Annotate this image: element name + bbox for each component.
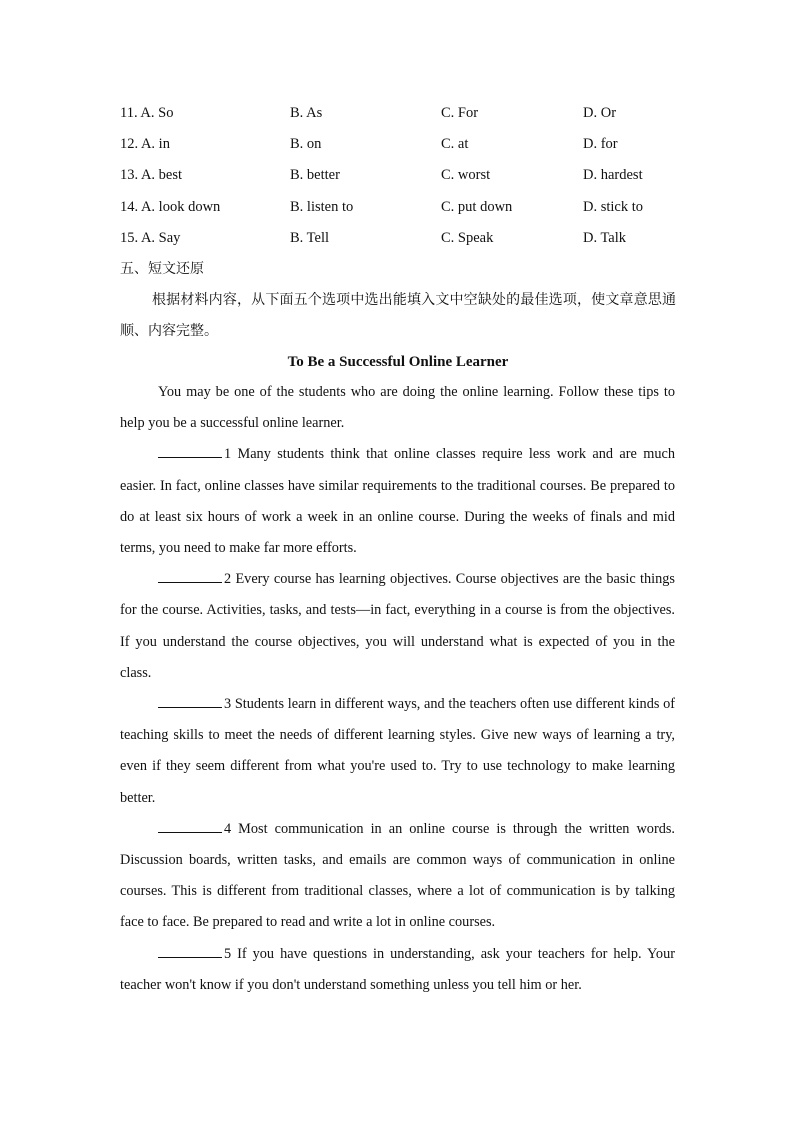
option-a: 15. A. Say <box>120 229 181 246</box>
paragraph-text: 5 If you have questions in understanding, ask your teachers for help. Your teacher won't know if you don't understand something unless you tell him or her. <box>120 945 675 993</box>
passage-body <box>120 377 675 1001</box>
option-row-12 <box>120 129 680 160</box>
passage-paragraph-5 <box>120 939 675 1001</box>
option-a: 13. A. best <box>120 167 183 184</box>
option-row-15 <box>120 223 680 254</box>
option-b: B. on <box>290 136 322 153</box>
option-a: 11. A. So <box>120 105 174 121</box>
paragraph-text: 2 Every course has learning objectives. Course objectives are the basic things for the course. Activities, tasks, and tests—in fact, everything in a course is from the objectives. If you understand the course objectives, you will understand what is expected of you in the class. <box>120 571 675 681</box>
answer-blank[interactable] <box>158 943 222 958</box>
option-b: B. listen to <box>290 198 354 215</box>
paragraph-text: 1 Many students think that online classes require less work and are much easier. In fact, online classes have similar requirements to the traditional courses. Be prepared to do at least six hours of work a week in an online course. During the weeks of finals and mid terms, you need to make far more efforts. <box>120 446 675 557</box>
section-instruction: 根据材料内容，从下面五个选项中选出能填入文中空缺处的最佳选项，使文章意思通顺、内容完整。 <box>120 292 676 339</box>
option-a: 12. A. in <box>120 136 170 153</box>
option-b: B. better <box>290 167 340 184</box>
answer-options <box>120 98 680 254</box>
option-b: B. As <box>290 105 323 121</box>
answer-blank[interactable] <box>158 693 222 708</box>
paragraph-text: 4 Most communication in an online course is through the written words. Discussion boards, written tasks, and emails are common ways of communication in online courses. This is different from traditional classes, where a lot of communication is by talking face to face. Be prepared to read and write a lot in online courses. <box>120 820 675 931</box>
option-c: C. For <box>441 105 479 121</box>
passage-paragraph-4 <box>120 814 675 939</box>
option-c: C. worst <box>441 167 491 184</box>
section-heading: 五、短文还原 <box>120 261 204 277</box>
option-row-14 <box>120 192 680 223</box>
answer-blank[interactable] <box>158 818 222 833</box>
option-c: C. put down <box>441 198 513 215</box>
option-a: 14. A. look down <box>120 198 221 215</box>
answer-blank[interactable] <box>158 443 222 458</box>
passage-paragraph-1 <box>120 439 675 564</box>
option-row-11 <box>120 98 680 129</box>
passage-intro: You may be one of the students who are doing the online learning. Follow these tips to help you be a successful online learner. <box>120 384 675 432</box>
option-d: D. Talk <box>583 229 627 246</box>
passage-paragraph-2 <box>120 564 675 689</box>
option-d: D. hardest <box>583 167 643 184</box>
option-b: B. Tell <box>290 229 329 246</box>
option-d: D. Or <box>583 105 617 121</box>
paragraph-text: 3 Students learn in different ways, and the teachers often use different kinds of teaching skills to meet the needs of different learning styles. Give new ways of learning a try, even if they seem different from what you're used to. Try to use technology to make learning better. <box>120 696 675 806</box>
option-d: D. for <box>583 136 618 153</box>
option-row-13 <box>120 160 680 191</box>
option-c: C. at <box>441 136 469 153</box>
passage-title: To Be a Successful Online Learner <box>287 354 509 370</box>
option-d: D. stick to <box>583 198 644 215</box>
passage-paragraph-3 <box>120 689 675 814</box>
answer-blank[interactable] <box>158 568 222 583</box>
option-c: C. Speak <box>441 229 494 246</box>
